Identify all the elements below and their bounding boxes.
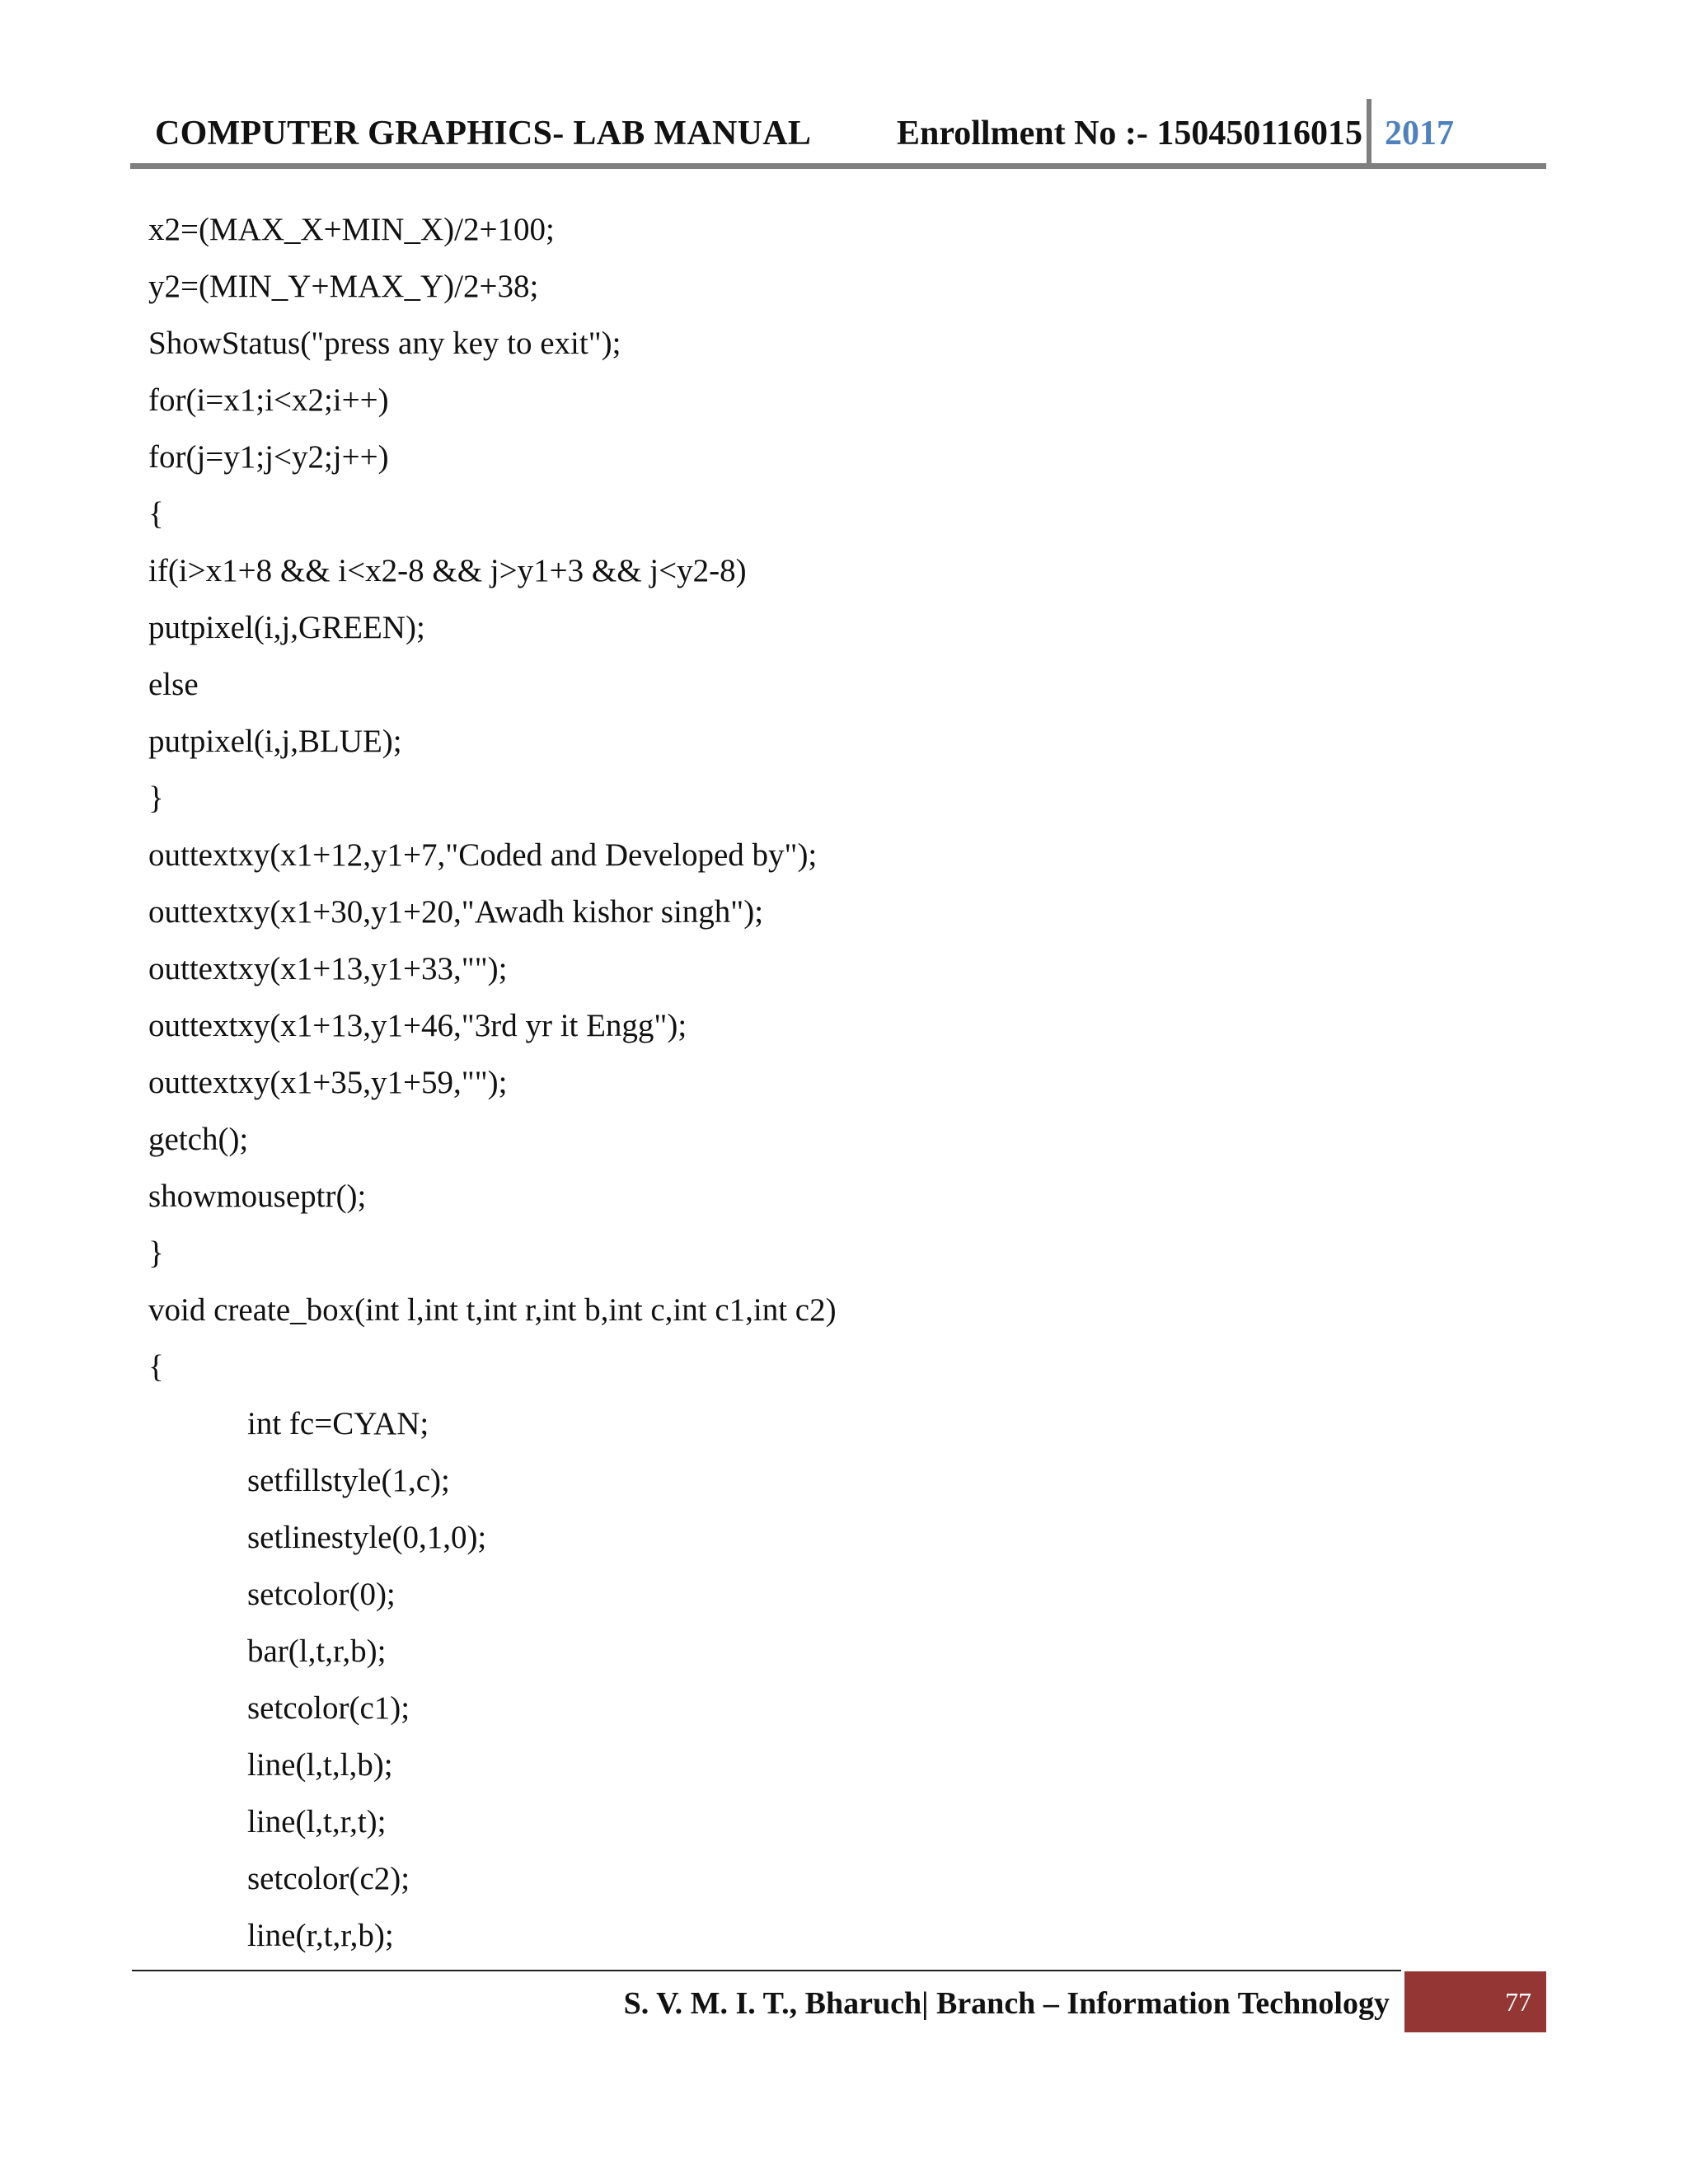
code-line: line(r,t,r,b); bbox=[247, 1918, 394, 1953]
code-line: outtextxy(x1+13,y1+46,"3rd yr it Engg"); bbox=[148, 1008, 687, 1043]
code-line: ShowStatus("press any key to exit"); bbox=[148, 326, 621, 361]
footer-institute: S. V. M. I. T., Bharuch| Branch – Information Technology bbox=[623, 1986, 1390, 2021]
code-line: for(j=y1;j<y2;j++) bbox=[148, 439, 389, 475]
code-line: { bbox=[148, 496, 164, 532]
code-line: else bbox=[148, 667, 199, 702]
header-rule bbox=[130, 163, 1546, 169]
code-line: setcolor(c1); bbox=[247, 1690, 410, 1726]
code-listing bbox=[148, 201, 1467, 1964]
code-line: outtextxy(x1+30,y1+20,"Awadh kishor singh"); bbox=[148, 894, 764, 930]
code-line: setcolor(c2); bbox=[247, 1861, 410, 1896]
manual-title: COMPUTER GRAPHICS- LAB MANUAL bbox=[155, 115, 812, 152]
code-line: int fc=CYAN; bbox=[247, 1406, 429, 1441]
page-number-box bbox=[1404, 1971, 1546, 2032]
code-line: } bbox=[148, 1235, 164, 1271]
code-line: x2=(MAX_X+MIN_X)/2+100; bbox=[148, 212, 555, 247]
code-line: getch(); bbox=[148, 1122, 249, 1157]
code-line: outtextxy(x1+13,y1+33,""); bbox=[148, 951, 508, 987]
page-header bbox=[130, 97, 1545, 171]
code-line: showmouseptr(); bbox=[148, 1179, 367, 1214]
code-line: y2=(MIN_Y+MAX_Y)/2+38; bbox=[148, 269, 539, 304]
code-line: outtextxy(x1+12,y1+7,"Coded and Developed by"); bbox=[148, 837, 818, 873]
code-line: setlinestyle(0,1,0); bbox=[247, 1520, 487, 1555]
header-year: 2017 bbox=[1385, 115, 1454, 152]
code-line: if(i>x1+8 && i<x2-8 && j>y1+3 && j<y2-8) bbox=[148, 553, 747, 588]
code-line: { bbox=[148, 1349, 164, 1385]
enrollment-number: Enrollment No :- 150450116015 bbox=[897, 115, 1363, 152]
code-line: bar(l,t,r,b); bbox=[247, 1633, 387, 1669]
code-line: setcolor(0); bbox=[247, 1577, 396, 1612]
code-line: line(l,t,l,b); bbox=[247, 1747, 393, 1783]
code-line: putpixel(i,j,GREEN); bbox=[148, 610, 425, 645]
code-line: void create_box(int l,int t,int r,int b,int c,int c1,int c2) bbox=[148, 1292, 837, 1328]
footer-rule bbox=[132, 1970, 1401, 1971]
code-line: putpixel(i,j,BLUE); bbox=[148, 724, 402, 759]
code-line: for(i=x1;i<x2;i++) bbox=[148, 382, 389, 418]
page-number: 77 bbox=[1505, 1987, 1531, 2017]
code-line: setfillstyle(1,c); bbox=[247, 1463, 450, 1498]
header-separator bbox=[1367, 99, 1372, 165]
code-line: line(l,t,r,t); bbox=[247, 1804, 387, 1840]
code-line: outtextxy(x1+35,y1+59,""); bbox=[148, 1065, 508, 1100]
code-line: } bbox=[148, 780, 164, 816]
